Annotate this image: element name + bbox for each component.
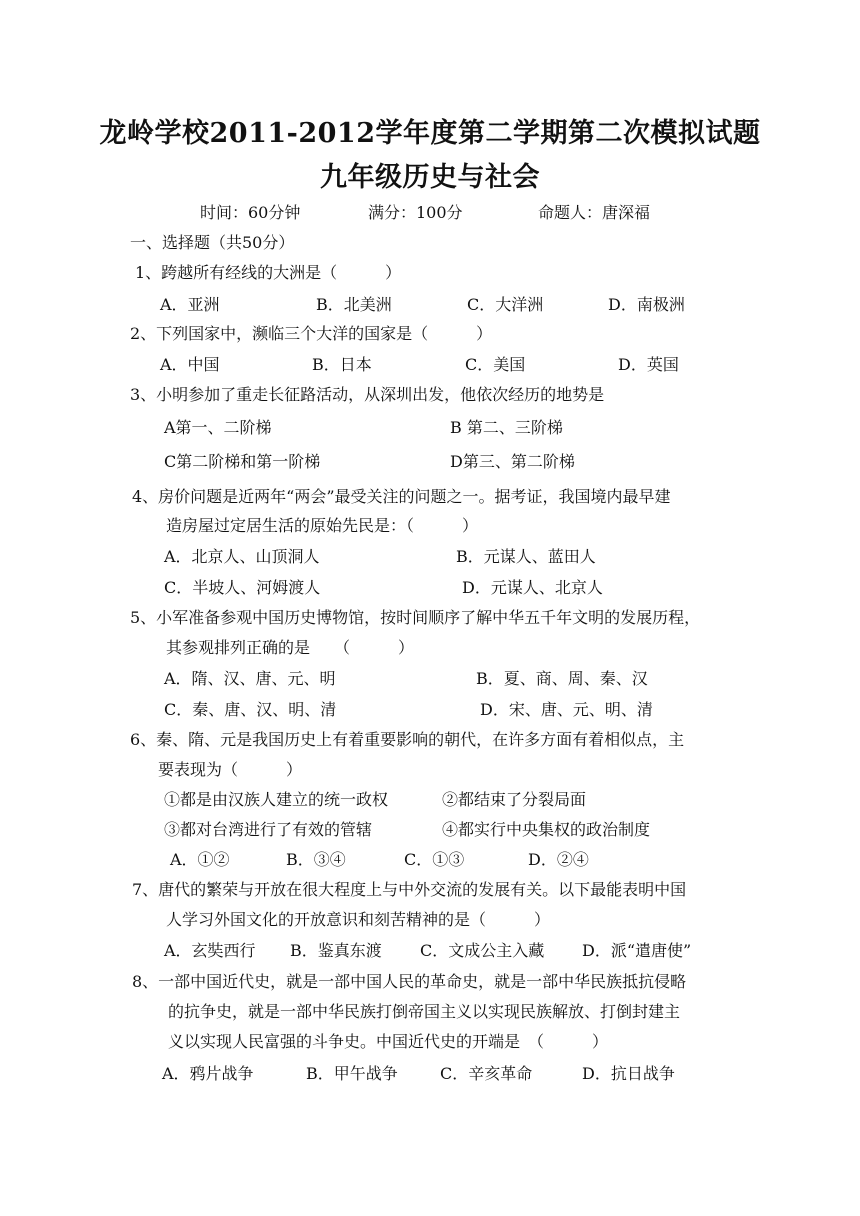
- question-5-stem-line-2: 其参观排列正确的是 （ ）: [166, 638, 415, 657]
- question-3-stem: 3、小明参加了重走长征路活动，从深圳出发，他依次经历的地势是: [130, 385, 605, 404]
- question-1-option-b: B．北美洲: [316, 295, 392, 314]
- question-6-statement-4: ④都实行中央集权的政治制度: [442, 820, 651, 839]
- question-5-option-b: B．夏、商、周、秦、汉: [476, 669, 648, 688]
- question-1-option-a: A．亚洲: [160, 295, 220, 314]
- question-3-option-b: B 第二、三阶梯: [450, 418, 563, 437]
- question-4-option-d: D．元谋人、北京人: [462, 578, 603, 597]
- exam-time: 时间：60分钟: [200, 203, 301, 222]
- question-8-option-c: C．辛亥革命: [440, 1064, 533, 1083]
- question-4-stem-line-1: 4、房价问题是近两年“两会”最受关注的问题之一。据考证，我国境内最早建: [132, 487, 671, 506]
- exam-author: 命题人：唐深福: [538, 203, 651, 222]
- question-2-option-c: C．美国: [465, 355, 526, 374]
- question-8-option-a: A．鸦片战争: [162, 1064, 254, 1083]
- question-3-option-a: A第一、二阶梯: [164, 418, 272, 437]
- question-8-option-b: B．甲午战争: [306, 1064, 398, 1083]
- question-4-option-a: A．北京人、山顶洞人: [164, 547, 320, 566]
- question-5-option-d: D．宋、唐、元、明、清: [480, 700, 653, 719]
- question-7-stem-line-1: 7、唐代的繁荣与开放在很大程度上与中外交流的发展有关。以下最能表明中国: [132, 880, 687, 899]
- question-3-option-d: D第三、第二阶梯: [450, 452, 575, 471]
- question-6-statement-3: ③都对台湾进行了有效的管辖: [164, 820, 373, 839]
- question-4-option-c: C．半坡人、河姆渡人: [164, 578, 321, 597]
- question-5-option-c: C．秦、唐、汉、明、清: [164, 700, 337, 719]
- question-6-option-b: B．③④: [286, 850, 346, 869]
- question-6-option-c: C．①③: [404, 850, 465, 869]
- question-8-stem-line-2: 的抗争史，就是一部中华民族打倒帝国主义以实现民族解放、打倒封建主: [168, 1002, 681, 1021]
- question-8-stem-line-1: 8、一部中国近代史，就是一部中国人民的革命史，就是一部中华民族抵抗侵略: [132, 972, 687, 991]
- question-8-option-d: D．抗日战争: [582, 1064, 675, 1083]
- question-5-option-a: A．隋、汉、唐、元、明: [164, 669, 336, 688]
- question-2-option-a: A．中国: [160, 355, 220, 374]
- question-7-option-a: A．玄奘西行: [164, 941, 256, 960]
- question-1-option-d: D．南极洲: [608, 295, 685, 314]
- question-7-option-b: B．鉴真东渡: [290, 941, 382, 960]
- question-3-option-c: C第二阶梯和第一阶梯: [164, 452, 321, 471]
- question-6-statement-1: ①都是由汉族人建立的统一政权: [164, 790, 389, 809]
- question-1-stem: 1、跨越所有经线的大洲是（ ）: [135, 263, 402, 282]
- question-6-stem-line-1: 6、秦、隋、元是我国历史上有着重要影响的朝代，在许多方面有着相似点，主: [130, 730, 685, 749]
- question-4-option-b: B．元谋人、蓝田人: [456, 547, 596, 566]
- question-2-option-b: B．日本: [312, 355, 372, 374]
- question-6-option-d: D．②④: [528, 850, 589, 869]
- section-heading: 一、选择题（共50分）: [130, 233, 295, 252]
- exam-title: 龙岭学校2011-2012学年度第二学期第二次模拟试题: [99, 118, 761, 149]
- question-7-option-d: D．派“遣唐使”: [582, 941, 692, 960]
- question-7-stem-line-2: 人学习外国文化的开放意识和刻苦精神的是（ ）: [166, 910, 551, 929]
- question-2-stem: 2、下列国家中，濒临三个大洋的国家是（ ）: [130, 324, 493, 343]
- question-7-option-c: C．文成公主入藏: [420, 941, 545, 960]
- exam-subtitle: 九年级历史与社会: [320, 162, 540, 193]
- question-6-stem-line-2: 要表现为（ ）: [158, 760, 303, 779]
- exam-score: 满分：100分: [368, 203, 463, 222]
- question-4-stem-line-2: 造房屋过定居生活的原始先民是：（ ）: [166, 516, 479, 535]
- question-6-statement-2: ②都结束了分裂局面: [442, 790, 587, 809]
- question-6-option-a: A．①②: [170, 850, 230, 869]
- question-2-option-d: D．英国: [618, 355, 679, 374]
- question-1-option-c: C．大洋洲: [467, 295, 544, 314]
- question-8-stem-line-3: 义以实现人民富强的斗争史。中国近代史的开端是 （ ）: [168, 1032, 609, 1051]
- question-5-stem-line-1: 5、小军准备参观中国历史博物馆，按时间顺序了解中华五千年文明的发展历程，: [130, 608, 701, 627]
